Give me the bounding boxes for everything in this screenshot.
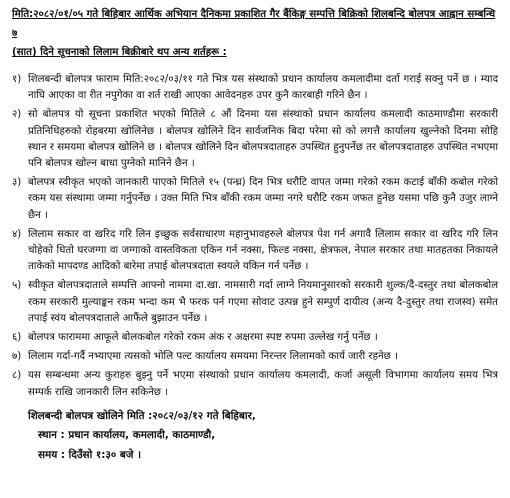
header-line-1: मिति:२०८२/०१/०५ गते बिहिबार आर्थिक अभियान दैनिकमा प्रकाशित गैर बैंकिङ्ग सम्पत्ति बिक्रिको शिलबन्दि बोलपत्र आह्वान सम्बन्धि ७: [12, 9, 496, 39]
item-number: १): [12, 74, 22, 85]
condition-item: [12, 175, 498, 224]
condition-item: [12, 227, 498, 276]
item-text: सो बोलपत्र यो सूचना प्रकाशित भएको मितिले ८ औं दिनमा यस संस्थाको प्रधान कार्यालय कमलादी काठमाण्डौमा सरकारी प्रतिनिधिहरुको रोहबरमा खोलिनेछ । बोलपत्र खोलिने दिन सार्वजनिक बिदा परेमा सो को लगत्तै कार्यालय खुल्नेको दिनमा सोहि स्थान र समयमा बोलपत्र खोलिने छ । बोलपत्र खोलिने दिन बोलपत्रदाताहरु उपस्थित हुनुपर्नेछ तर बोलपत्रदाताहरु उपस्थित नभएमा पनि बोलपत्र खोल्न बाधा पुग्नेको मानिने छैन ।: [28, 109, 498, 170]
opening-date: शिलबन्दी बोलपत्र खोलिने मिति :२०८२/०३/१२ गते बिहिबार,: [28, 409, 256, 422]
opening-time: समय : दिउँसो १:३० बजे ।: [38, 448, 142, 461]
item-number: ५): [12, 280, 22, 292]
item-number: ४): [12, 228, 22, 240]
notice-header: [12, 5, 498, 62]
item-text: बोलपत्र फाराममा आफूले बोलकबोल गरेको रकम अंक र अक्षरमा स्पष्ट रुपमा उल्लेख गर्नु पर्नेछ ।: [28, 332, 378, 344]
item-number: ३): [12, 177, 22, 189]
item-number: २): [12, 109, 22, 121]
condition-item: [12, 278, 498, 327]
condition-item: [12, 368, 498, 400]
item-text: लिलाम सकार वा खरिद गरि लिन इच्छुक सर्वसाधारण महानुभावहरुले बोलपत्र पेश गर्न अगावै लिलाम सकार वा खरिद गरि लिन चोहेको धितो घरजग्गा वा जग्गाको वास्तविकता एकिन गर्न नक्सा, फिल्ड नक्सा, क्षेत्रफल, नेपाल सरकार तथा मातहतका निकायले ताकेको मापदण्ड आदिको बारेमा तपाई बोलपत्रदाता स्वयले यकिन गर्न पर्नेछ ।: [28, 228, 498, 273]
opening-location: स्थान : प्रधान कार्यालय, कमलादी, काठमाण्डौ,: [38, 429, 216, 442]
item-text: बोलपत्र स्वीकृत भएको जानकारी पाएको मितिले १५ (पन्ध्र) दिन भित्र धरौटि वापत जम्मा गरेको रकम कटाई बाँकी कबोल गरेको रकम यस संस्थामा जम्मा गर्नुपर्नेछ । उक्त मिति भित्र बाँकी रकम जम्मा नगरे धरौटि रकम जफत हुनेछ यसमा पछि कुनै उजुर लाग्ने छैन ।: [28, 177, 498, 221]
opening-details: [12, 407, 498, 466]
item-text: शिलबन्दी बोलपत्र फाराम मिति:२०८२/०३/११ गते भित्र यस संस्थाको प्रधान कार्यालय कमलादीमा दर्ता गराई सक्नु पर्ने छ । म्याद नाघि आएका वा रीत नपुगेका वा शर्त राखी आएका आवेदनहरु उपर कुनै कारबाही गरिने छैन ।: [28, 74, 498, 102]
condition-item: [12, 349, 498, 365]
item-text: यस सम्बन्धमा अन्य कुराहरु बुझ्नु पर्ने भएमा संस्थाको प्रधान कार्यालय कमलादी, कर्जा असूली विभागमा कार्यालय समय भित्र सम्पर्क राखि जानकारी लिन सकिनेछ ।: [28, 370, 498, 398]
condition-item: [12, 72, 498, 104]
item-number: ७): [12, 351, 22, 363]
item-text: लिलाम गर्दा-गर्दै नभ्याएमा त्यसको भोलि पल्ट कार्यालय समयमा निरन्तर लिलामको कार्य जारी रहनेछ ।: [28, 351, 398, 363]
condition-item: [12, 330, 498, 346]
condition-item: [12, 107, 498, 172]
header-line-2: (सात) दिने सूचनाको लिलाम बिक्रीबारे थप अन्य शर्तहरू :: [12, 47, 227, 58]
conditions-list: [12, 72, 498, 401]
item-number: ६): [12, 332, 22, 344]
item-text: स्वीकृत बोलपत्रदाताले सम्पत्ति आफ्नो नाममा दा.खा. नामसारी गर्दा लाग्ने नियमानुसारको सरकारी शुल्क/दै-दस्तुर तथा बोलकबोल रकम सरकारी मुल्याङ्कन रकम भन्दा कम भै फरक पर्न गएमा सोवाट उत्पन्न हुने सम्पुर्ण दायीत्व (अन्य दै-दुस्तुर तथा राजस्व) समेत तपाई स्वंय बोलपत्रदाताले आफैंले बुझाउन पर्नेछ ।: [28, 280, 498, 324]
item-number: ८): [12, 370, 22, 382]
